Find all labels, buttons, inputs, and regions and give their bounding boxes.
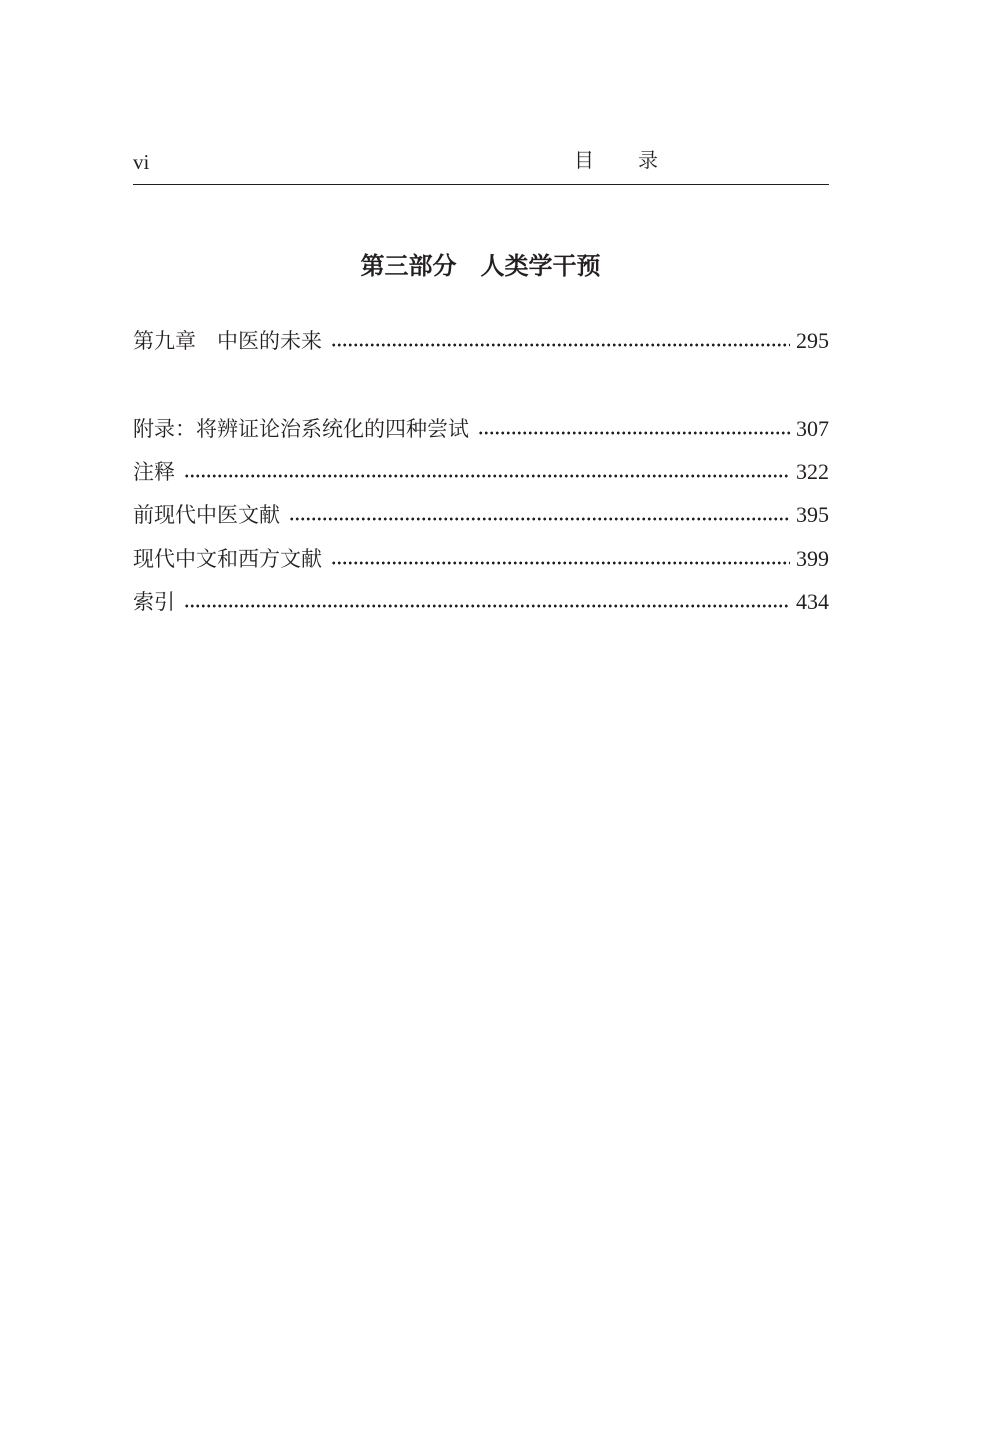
page-number: vi	[133, 150, 150, 174]
dot-leader	[331, 560, 790, 566]
toc-entry-label: 前现代中医文献	[133, 503, 280, 527]
toc-entry-label: 第九章 中医的未来	[133, 329, 322, 353]
toc-entry-page-number: 399	[796, 546, 829, 571]
toc-entry-notes[interactable]	[133, 455, 829, 489]
toc-entry-label: 现代中文和西方文献	[133, 547, 322, 571]
toc-entry-premodern-literature[interactable]	[133, 498, 829, 532]
toc-entry-chapter-9[interactable]	[133, 324, 829, 358]
toc-entry-page-number: 307	[796, 416, 829, 441]
toc-entry-label: 索引	[133, 590, 175, 614]
dot-leader	[478, 430, 790, 436]
toc-entry-label: 附录：将辨证论治系统化的四种尝试	[133, 417, 469, 441]
toc-entry-label: 注释	[133, 460, 175, 484]
running-header	[133, 146, 829, 185]
dot-leader	[184, 603, 790, 609]
toc-entry-modern-literature[interactable]	[133, 542, 829, 576]
dot-leader	[289, 516, 790, 522]
toc-entry-appendix[interactable]	[133, 412, 829, 446]
header-title: 目录	[574, 148, 702, 172]
part-title: 第三部分 人类学干预	[360, 252, 601, 280]
toc-entry-page-number: 295	[796, 328, 829, 353]
toc-entry-page-number: 395	[796, 502, 829, 527]
dot-leader	[184, 473, 790, 479]
toc-entry-index[interactable]	[133, 585, 829, 619]
toc-entry-page-number: 434	[796, 589, 829, 614]
toc-entry-page-number: 322	[796, 459, 829, 484]
dot-leader	[331, 342, 790, 348]
